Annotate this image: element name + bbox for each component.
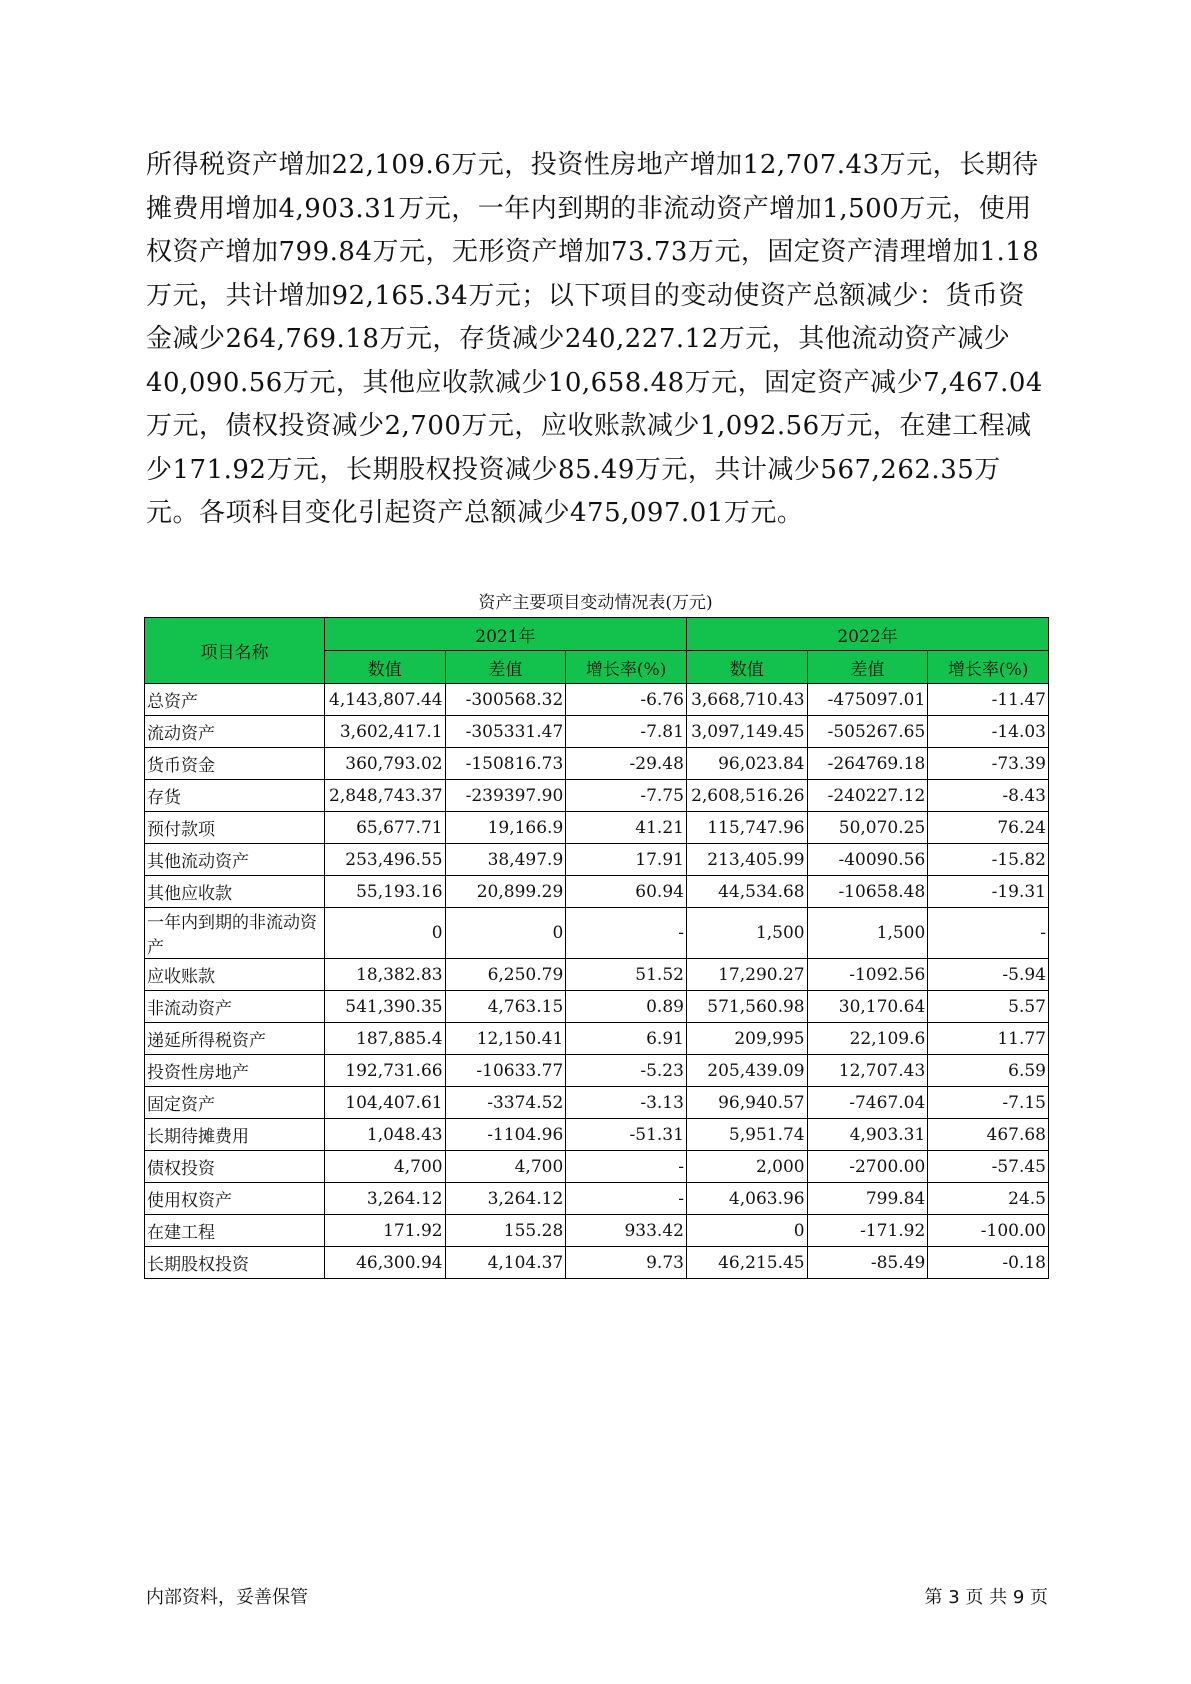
- row-name: 投资性房地产: [145, 1055, 325, 1087]
- body-paragraph: 所得税资产增加22,109.6万元，投资性房地产增加12,707.43万元，长期待摊费用增加4,903.31万元，一年内到期的非流动资产增加1,500万元，使用权资产增加799.84万元，无形资产增加73.73万元，固定资产清理增加1.18万元，共计增加92,165.34万元；以下项目的变动使资产总额减少：货币资金减少264,769.18万元，存货减少240,227.12万元，其他流动资产减少40,090.56万元，其他应收款减少10,658.48万元，固定资产减少7,467.04万元，债权投资减少2,700万元，应收账款减少1,092.56万元，在建工程减少171.92万元，长期股权投资减少85.49万元，共计减少567,262.35万元。各项科目变化引起资产总额减少475,097.01万元。: [146, 150, 1043, 528]
- cell-value-2021: 0: [324, 908, 445, 959]
- header-value-2021: 数值: [324, 651, 445, 684]
- cell-value-2021: 171.92: [324, 1215, 445, 1247]
- cell-rate-2021: 9.73: [566, 1247, 687, 1279]
- cell-diff-2022: -85.49: [807, 1247, 928, 1279]
- cell-value-2021: 4,700: [324, 1151, 445, 1183]
- cell-value-2022: 3,097,149.45: [686, 716, 807, 748]
- cell-value-2021: 55,193.16: [324, 876, 445, 908]
- cell-value-2021: 65,677.71: [324, 812, 445, 844]
- cell-rate-2022: 467.68: [928, 1119, 1049, 1151]
- table-row: [145, 1055, 1049, 1087]
- cell-diff-2022: -505267.65: [807, 716, 928, 748]
- row-name: 使用权资产: [145, 1183, 325, 1215]
- row-name: 货币资金: [145, 748, 325, 780]
- cell-rate-2022: -5.94: [928, 959, 1049, 991]
- cell-rate-2021: -3.13: [566, 1087, 687, 1119]
- header-value-2022: 数值: [686, 651, 807, 684]
- cell-value-2022: 44,534.68: [686, 876, 807, 908]
- cell-value-2022: 115,747.96: [686, 812, 807, 844]
- row-name: 债权投资: [145, 1151, 325, 1183]
- row-name: 长期待摊费用: [145, 1119, 325, 1151]
- cell-value-2022: 571,560.98: [686, 991, 807, 1023]
- cell-value-2022: 2,608,516.26: [686, 780, 807, 812]
- cell-value-2021: 253,496.55: [324, 844, 445, 876]
- table-row: [145, 780, 1049, 812]
- cell-rate-2022: 6.59: [928, 1055, 1049, 1087]
- cell-diff-2021: 3,264.12: [445, 1183, 566, 1215]
- table-row: [145, 876, 1049, 908]
- table-row: [145, 1151, 1049, 1183]
- table-row: [145, 1119, 1049, 1151]
- row-name: 总资产: [145, 684, 325, 716]
- cell-diff-2021: 20,899.29: [445, 876, 566, 908]
- cell-diff-2022: 22,109.6: [807, 1023, 928, 1055]
- cell-value-2021: 3,602,417.1: [324, 716, 445, 748]
- cell-value-2021: 3,264.12: [324, 1183, 445, 1215]
- cell-diff-2022: -264769.18: [807, 748, 928, 780]
- table-row: [145, 1247, 1049, 1279]
- cell-rate-2021: -: [566, 1151, 687, 1183]
- footer-page-number: 第 3 页 共 9 页: [924, 1587, 1048, 1608]
- cell-rate-2021: -29.48: [566, 748, 687, 780]
- cell-rate-2022: -0.18: [928, 1247, 1049, 1279]
- cell-rate-2021: -6.76: [566, 684, 687, 716]
- cell-rate-2021: 41.21: [566, 812, 687, 844]
- cell-diff-2021: 0: [445, 908, 566, 959]
- header-rate-2022: 增长率(%): [928, 651, 1049, 684]
- header-rate-2021: 增长率(%): [566, 651, 687, 684]
- cell-diff-2022: -10658.48: [807, 876, 928, 908]
- table-row: [145, 748, 1049, 780]
- cell-value-2022: 1,500: [686, 908, 807, 959]
- table-row: [145, 1023, 1049, 1055]
- cell-diff-2021: 155.28: [445, 1215, 566, 1247]
- table-row: [145, 1215, 1049, 1247]
- cell-diff-2022: -475097.01: [807, 684, 928, 716]
- cell-rate-2022: -14.03: [928, 716, 1049, 748]
- cell-value-2021: 1,048.43: [324, 1119, 445, 1151]
- cell-rate-2021: -51.31: [566, 1119, 687, 1151]
- cell-diff-2021: 4,763.15: [445, 991, 566, 1023]
- cell-value-2022: 0: [686, 1215, 807, 1247]
- row-name: 非流动资产: [145, 991, 325, 1023]
- cell-diff-2021: 4,104.37: [445, 1247, 566, 1279]
- table-row: [145, 684, 1049, 716]
- table-row: [145, 959, 1049, 991]
- cell-rate-2021: -7.75: [566, 780, 687, 812]
- row-name: 流动资产: [145, 716, 325, 748]
- cell-value-2022: 2,000: [686, 1151, 807, 1183]
- cell-rate-2022: -57.45: [928, 1151, 1049, 1183]
- cell-diff-2021: 4,700: [445, 1151, 566, 1183]
- table-row: [145, 991, 1049, 1023]
- cell-diff-2021: 12,150.41: [445, 1023, 566, 1055]
- row-name: 其他流动资产: [145, 844, 325, 876]
- cell-rate-2021: 933.42: [566, 1215, 687, 1247]
- table-row: [145, 844, 1049, 876]
- cell-diff-2021: 19,166.9: [445, 812, 566, 844]
- cell-value-2021: 18,382.83: [324, 959, 445, 991]
- cell-value-2021: 360,793.02: [324, 748, 445, 780]
- cell-value-2022: 96,940.57: [686, 1087, 807, 1119]
- cell-diff-2022: 30,170.64: [807, 991, 928, 1023]
- cell-value-2021: 187,885.4: [324, 1023, 445, 1055]
- footer-confidential-note: 内部资料，妥善保管: [146, 1587, 308, 1608]
- cell-rate-2022: -19.31: [928, 876, 1049, 908]
- cell-value-2022: 96,023.84: [686, 748, 807, 780]
- cell-diff-2021: -3374.52: [445, 1087, 566, 1119]
- cell-rate-2022: 24.5: [928, 1183, 1049, 1215]
- cell-diff-2021: -305331.47: [445, 716, 566, 748]
- cell-diff-2022: -7467.04: [807, 1087, 928, 1119]
- header-year-2022: 2022年: [686, 618, 1048, 651]
- cell-value-2022: 5,951.74: [686, 1119, 807, 1151]
- cell-rate-2022: 11.77: [928, 1023, 1049, 1055]
- cell-rate-2022: -: [928, 908, 1049, 959]
- row-name: 在建工程: [145, 1215, 325, 1247]
- cell-diff-2022: 50,070.25: [807, 812, 928, 844]
- header-item-name: 项目名称: [145, 618, 325, 684]
- cell-value-2021: 192,731.66: [324, 1055, 445, 1087]
- cell-rate-2021: 51.52: [566, 959, 687, 991]
- cell-diff-2022: 799.84: [807, 1183, 928, 1215]
- table-row: [145, 1183, 1049, 1215]
- cell-diff-2021: -10633.77: [445, 1055, 566, 1087]
- header-diff-2021: 差值: [445, 651, 566, 684]
- cell-value-2021: 541,390.35: [324, 991, 445, 1023]
- cell-value-2022: 46,215.45: [686, 1247, 807, 1279]
- cell-diff-2022: 12,707.43: [807, 1055, 928, 1087]
- row-name: 其他应收款: [145, 876, 325, 908]
- cell-diff-2022: -1092.56: [807, 959, 928, 991]
- header-year-2021: 2021年: [324, 618, 686, 651]
- cell-rate-2022: 5.57: [928, 991, 1049, 1023]
- cell-rate-2022: 76.24: [928, 812, 1049, 844]
- cell-rate-2022: -15.82: [928, 844, 1049, 876]
- cell-rate-2021: 6.91: [566, 1023, 687, 1055]
- cell-value-2021: 2,848,743.37: [324, 780, 445, 812]
- table-row: [145, 908, 1049, 959]
- row-name: 递延所得税资产: [145, 1023, 325, 1055]
- cell-diff-2022: -40090.56: [807, 844, 928, 876]
- cell-diff-2021: -300568.32: [445, 684, 566, 716]
- cell-rate-2022: -8.43: [928, 780, 1049, 812]
- cell-value-2022: 209,995: [686, 1023, 807, 1055]
- cell-rate-2022: -7.15: [928, 1087, 1049, 1119]
- cell-value-2022: 17,290.27: [686, 959, 807, 991]
- cell-rate-2021: 60.94: [566, 876, 687, 908]
- header-diff-2022: 差值: [807, 651, 928, 684]
- cell-value-2021: 46,300.94: [324, 1247, 445, 1279]
- cell-rate-2021: 0.89: [566, 991, 687, 1023]
- cell-rate-2021: -7.81: [566, 716, 687, 748]
- cell-diff-2021: -1104.96: [445, 1119, 566, 1151]
- asset-change-table: [144, 617, 1049, 1279]
- row-name: 应收账款: [145, 959, 325, 991]
- table-row: [145, 716, 1049, 748]
- table-row: [145, 1087, 1049, 1119]
- cell-value-2022: 213,405.99: [686, 844, 807, 876]
- cell-rate-2022: -100.00: [928, 1215, 1049, 1247]
- cell-rate-2021: -5.23: [566, 1055, 687, 1087]
- row-name: 存货: [145, 780, 325, 812]
- row-name: 固定资产: [145, 1087, 325, 1119]
- table-title: 资产主要项目变动情况表(万元): [478, 593, 713, 613]
- table-row: [145, 812, 1049, 844]
- cell-diff-2022: -240227.12: [807, 780, 928, 812]
- cell-value-2021: 104,407.61: [324, 1087, 445, 1119]
- cell-diff-2022: 1,500: [807, 908, 928, 959]
- cell-diff-2021: 6,250.79: [445, 959, 566, 991]
- cell-rate-2021: -: [566, 908, 687, 959]
- cell-diff-2022: 4,903.31: [807, 1119, 928, 1151]
- cell-diff-2021: 38,497.9: [445, 844, 566, 876]
- cell-value-2022: 4,063.96: [686, 1183, 807, 1215]
- cell-value-2021: 4,143,807.44: [324, 684, 445, 716]
- cell-rate-2021: -: [566, 1183, 687, 1215]
- cell-value-2022: 3,668,710.43: [686, 684, 807, 716]
- cell-value-2022: 205,439.09: [686, 1055, 807, 1087]
- row-name: 一年内到期的非流动资产: [145, 908, 325, 959]
- cell-diff-2022: -171.92: [807, 1215, 928, 1247]
- cell-diff-2021: -150816.73: [445, 748, 566, 780]
- row-name: 长期股权投资: [145, 1247, 325, 1279]
- row-name: 预付款项: [145, 812, 325, 844]
- cell-rate-2022: -11.47: [928, 684, 1049, 716]
- cell-diff-2021: -239397.90: [445, 780, 566, 812]
- cell-rate-2021: 17.91: [566, 844, 687, 876]
- cell-diff-2022: -2700.00: [807, 1151, 928, 1183]
- cell-rate-2022: -73.39: [928, 748, 1049, 780]
